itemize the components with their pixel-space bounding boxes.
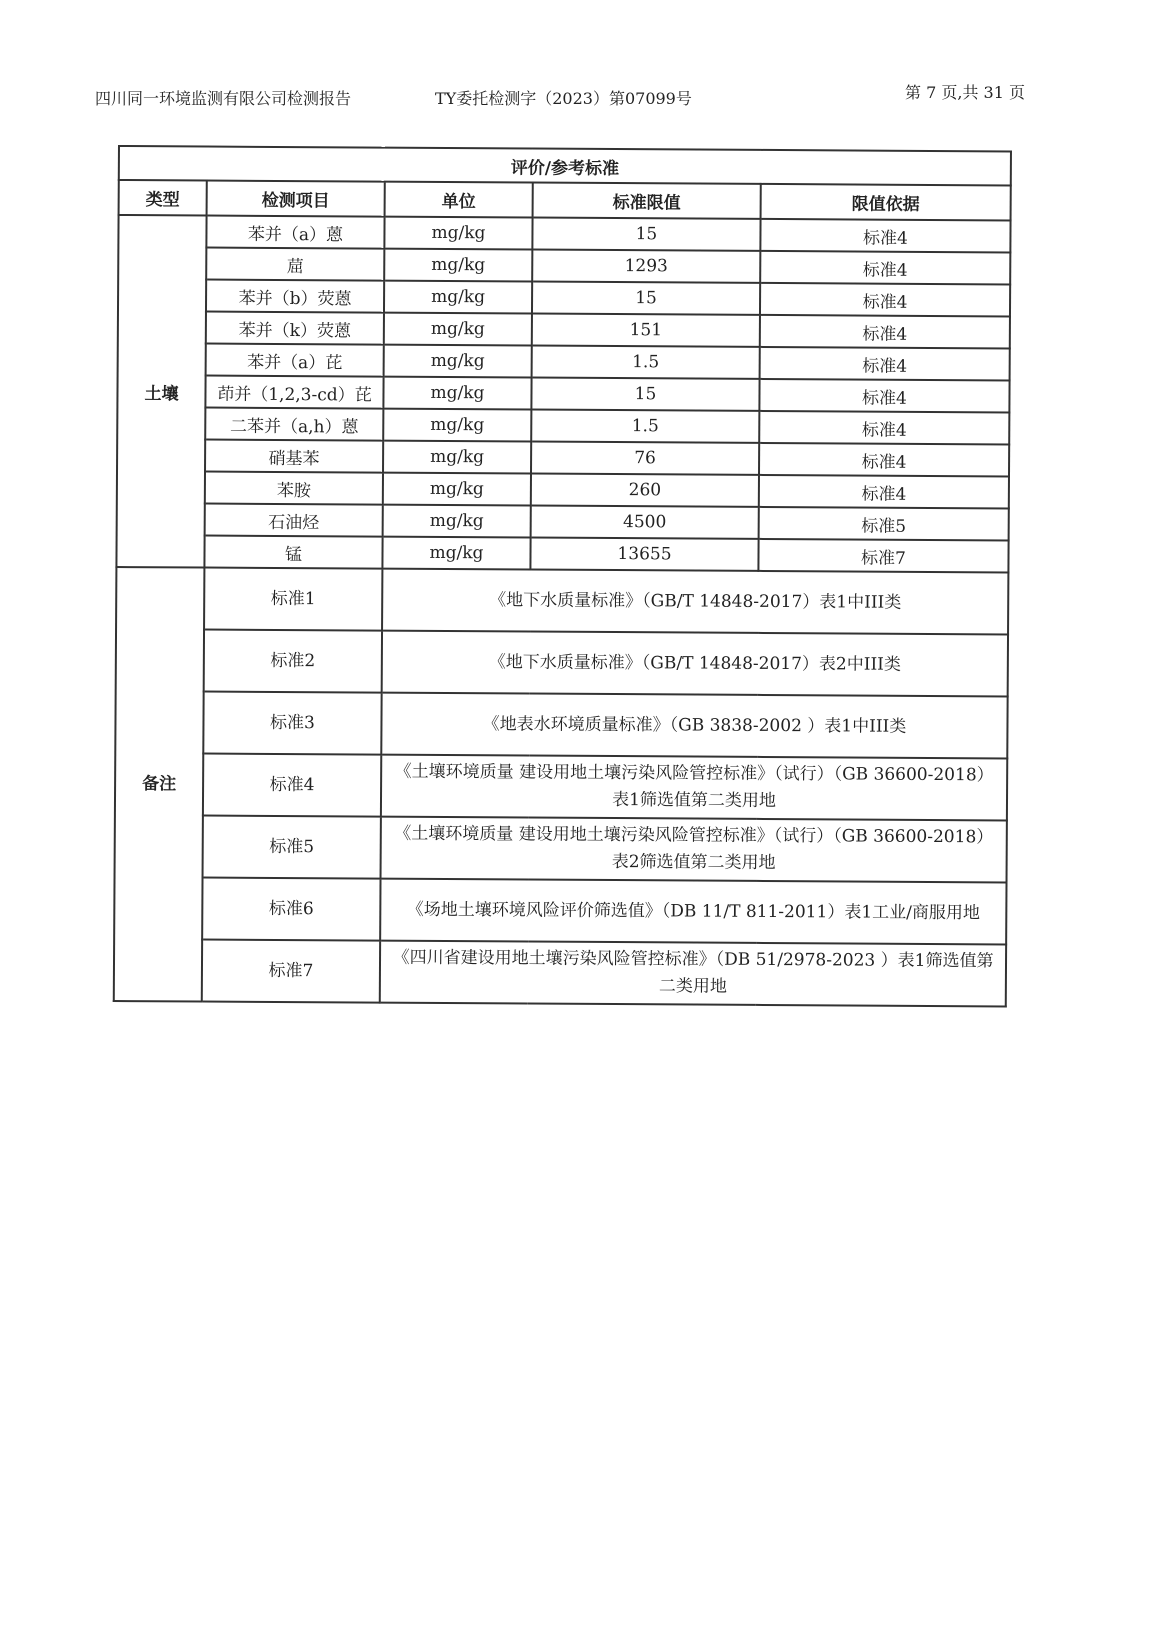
- note-label: 标准2: [204, 630, 382, 693]
- basis-cell: 标准4: [759, 443, 1009, 477]
- unit-cell: mg/kg: [384, 217, 532, 250]
- note-label: 标准1: [204, 568, 382, 631]
- unit-cell: mg/kg: [384, 249, 532, 282]
- page-number: 第 7 页,共 31 页: [905, 83, 1025, 102]
- item-cell: 䓛: [206, 248, 384, 281]
- unit-cell: mg/kg: [383, 473, 531, 506]
- basis-cell: 标准4: [760, 347, 1010, 381]
- item-cell: 苯并（a）芘: [206, 344, 384, 377]
- category-notes: 备注: [114, 567, 205, 1002]
- limit-cell: 1293: [532, 250, 760, 283]
- item-cell: 石油烃: [205, 504, 383, 537]
- basis-cell: 标准7: [758, 539, 1008, 573]
- note-row: [115, 753, 1007, 820]
- basis-cell: 标准4: [760, 315, 1010, 349]
- note-text: 《场地土壤环境风险评价筛选值》（DB 11/T 811-2011）表1工业/商服用地: [380, 879, 1006, 945]
- note-label: 标准5: [203, 816, 381, 879]
- note-label: 标准4: [203, 754, 381, 817]
- item-cell: 苯并（a）蒽: [206, 216, 384, 249]
- unit-cell: mg/kg: [383, 441, 531, 474]
- unit-cell: mg/kg: [383, 409, 531, 442]
- category-soil: 土壤: [116, 215, 206, 568]
- limit-cell: 151: [532, 314, 760, 347]
- column-header: 限值依据: [761, 184, 1011, 221]
- limit-cell: 15: [532, 282, 760, 315]
- note-text: 《地下水质量标准》（GB/T 14848-2017）表1中III类: [382, 569, 1008, 635]
- note-text: 《土壤环境质量 建设用地土壤污染风险管控标准》（试行）（GB 36600-2018）表1筛选值第二类用地: [381, 755, 1007, 821]
- note-row: [116, 629, 1008, 696]
- column-header: 标准限值: [533, 183, 761, 219]
- note-text: 《地下水质量标准》（GB/T 14848-2017）表2中III类: [382, 631, 1008, 697]
- table-header-row: [119, 180, 1011, 220]
- limit-cell: 15: [532, 218, 760, 251]
- note-row: [115, 691, 1007, 758]
- note-row: [114, 939, 1006, 1006]
- column-header: 类型: [119, 180, 207, 216]
- basis-cell: 标准4: [760, 251, 1010, 285]
- limit-cell: 76: [531, 442, 759, 475]
- report-number: TY委托检测字（2023）第07099号: [435, 89, 692, 108]
- note-text: 《四川省建设用地土壤污染风险管控标准》（DB 51/2978-2023 ）表1筛选值第二类用地: [380, 941, 1006, 1007]
- note-text: 《地表水环境质量标准》（GB 3838-2002 ）表1中III类: [381, 693, 1007, 759]
- unit-cell: mg/kg: [384, 281, 532, 314]
- item-cell: 二苯并（a,h）蒽: [205, 408, 383, 441]
- basis-cell: 标准5: [759, 507, 1009, 541]
- note-row: [115, 815, 1007, 882]
- note-text: 《土壤环境质量 建设用地土壤污染风险管控标准》（试行）（GB 36600-2018）表2筛选值第二类用地: [381, 817, 1007, 883]
- limit-cell: 15: [531, 378, 759, 411]
- page-header: [95, 80, 1025, 110]
- column-header: 单位: [385, 182, 533, 218]
- note-row: [114, 877, 1006, 944]
- limit-cell: 260: [531, 474, 759, 507]
- item-cell: 茚并（1,2,3-cd）芘: [205, 376, 383, 409]
- note-label: 标准7: [202, 940, 380, 1003]
- item-cell: 锰: [204, 536, 382, 569]
- standards-table: [113, 145, 1012, 1007]
- table-title: 评价/参考标准: [119, 146, 1011, 185]
- limit-cell: 13655: [530, 538, 758, 571]
- unit-cell: mg/kg: [383, 505, 531, 538]
- item-cell: 苯并（b）荧蒽: [206, 280, 384, 313]
- company-name: 四川同一环境监测有限公司检测报告: [95, 89, 352, 108]
- note-label: 标准6: [202, 878, 380, 941]
- basis-cell: 标准4: [759, 379, 1009, 413]
- table-title-row: [119, 146, 1011, 185]
- basis-cell: 标准4: [760, 283, 1010, 317]
- item-cell: 苯并（k）荧蒽: [206, 312, 384, 345]
- limit-cell: 1.5: [531, 410, 759, 443]
- basis-cell: 标准4: [759, 411, 1009, 445]
- item-cell: 苯胺: [205, 472, 383, 505]
- unit-cell: mg/kg: [382, 537, 530, 570]
- item-cell: 硝基苯: [205, 440, 383, 473]
- basis-cell: 标准4: [759, 475, 1009, 509]
- basis-cell: 标准4: [760, 219, 1010, 253]
- note-row: [116, 567, 1008, 634]
- unit-cell: mg/kg: [383, 377, 531, 410]
- limit-cell: 1.5: [532, 346, 760, 379]
- unit-cell: mg/kg: [384, 313, 532, 346]
- unit-cell: mg/kg: [384, 345, 532, 378]
- limit-cell: 4500: [531, 506, 759, 539]
- note-label: 标准3: [203, 692, 381, 755]
- column-header: 检测项目: [207, 181, 385, 217]
